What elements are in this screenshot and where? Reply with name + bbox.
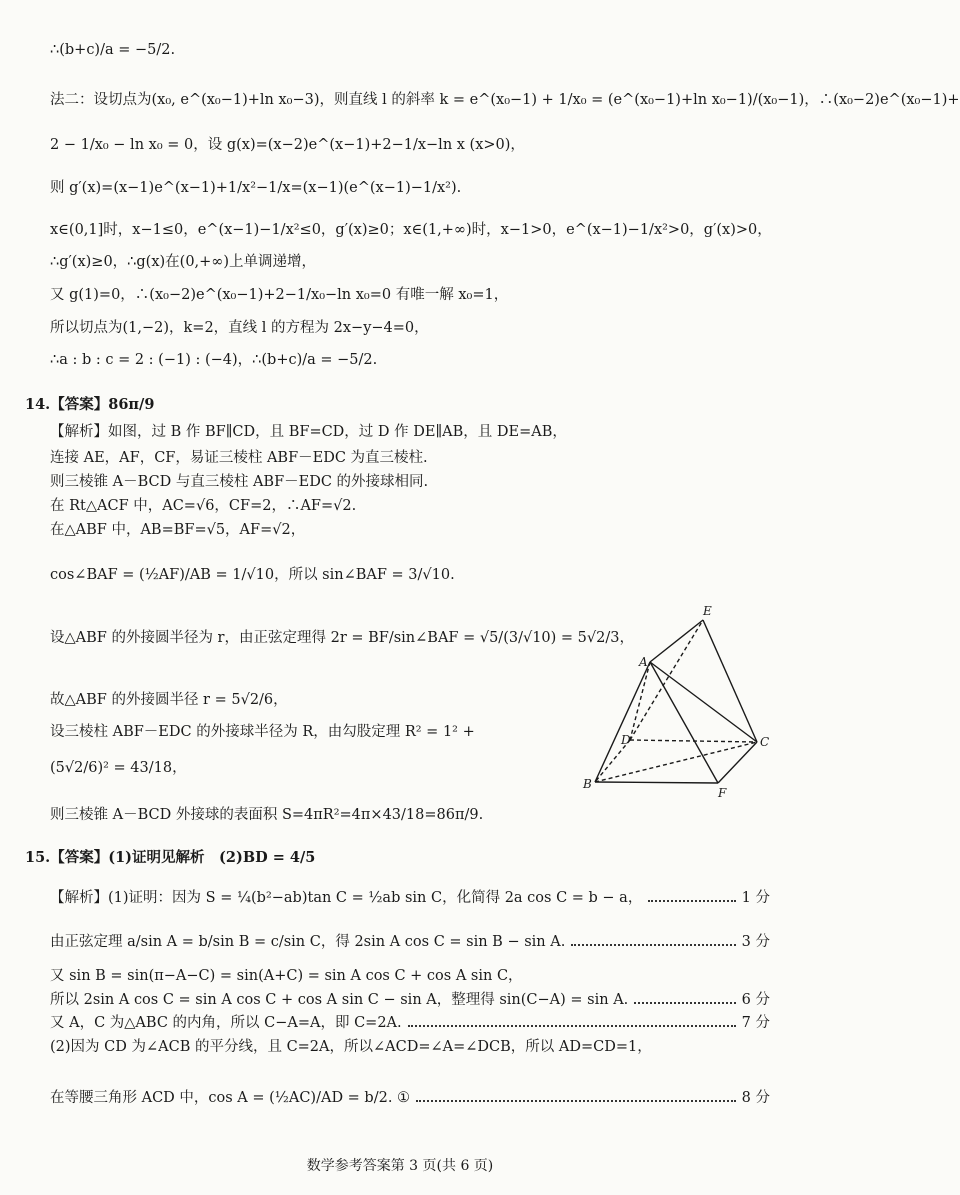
text-line: 则 g′(x)=(x−1)e^(x−1)+1/x²−1/x=(x−1)(e^(x−1)−1/x²). xyxy=(50,180,462,196)
leader-dots xyxy=(634,1001,735,1004)
edge-BF xyxy=(595,782,718,783)
text-line: 在 Rt△ACF 中，AC=√6，CF=2，∴AF=√2. xyxy=(50,498,357,514)
text-line: 设三棱柱 ABF－EDC 的外接球半径为 R，由勾股定理 R² = 1² + xyxy=(50,724,475,740)
label-F: F xyxy=(718,786,727,800)
text-line: 2 − 1/x₀ − ln x₀ = 0，设 g(x)=(x−2)e^(x−1)+2−1/x−ln x (x>0)， xyxy=(50,137,525,153)
label-A: A xyxy=(639,655,648,669)
scored-line-text: 【解析】(1)证明：因为 S = ¼(b²−ab)tan C = ½ab sin C，化简得 2a cos C = b − a， xyxy=(50,890,643,906)
edge-AC xyxy=(650,662,757,742)
label-B: B xyxy=(583,777,592,791)
scored-line xyxy=(50,932,770,952)
text-line: x∈(0,1]时，x−1≤0，e^(x−1)−1/x²≤0，g′(x)≥0；x∈(1,+∞)时，x−1>0，e^(x−1)−1/x²>0，g′(x)>0， xyxy=(50,222,772,238)
edge-DE xyxy=(630,620,703,740)
scored-line-text: 在等腰三角形 ACD 中，cos A = (½AC)/AD = b/2. ① xyxy=(50,1090,411,1106)
text-line: 法二：设切点为(x₀, e^(x₀−1)+ln x₀−3)，则直线 l 的斜率 k = e^(x₀−1) + 1/x₀ = (e^(x₀−1)+ln x₀−1)/(x₀−1)，∴(x₀−2)e^(x₀−1)+ xyxy=(50,92,960,108)
text-line: 在△ABF 中，AB=BF=√5，AF=√2， xyxy=(50,522,306,538)
label-C: C xyxy=(760,735,770,749)
leader-dots xyxy=(416,1099,736,1102)
text-line: 设△ABF 的外接圆半径为 r，由正弦定理得 2r = BF/sin∠BAF = √5/(3/√10) = 5√2/3， xyxy=(50,630,634,646)
score: 6 分 xyxy=(741,992,770,1008)
text-line: ∴(b+c)/a = −5/2. xyxy=(50,42,176,58)
text-line: ∴a : b : c = 2 : (−1) : (−4)，∴(b+c)/a = −5/2. xyxy=(50,352,378,368)
edge-FC xyxy=(718,742,757,783)
scored-line-text: 又 A，C 为△ABC 的内角，所以 C−A=A，即 C=2A. xyxy=(50,1015,402,1031)
scored-line-text: 所以 2sin A cos C = sin A cos C + cos A sin C − sin A，整理得 sin(C−A) = sin A. xyxy=(50,992,629,1008)
scored-line-text: 由正弦定理 a/sin A = b/sin B = c/sin C，得 2sin A cos C = sin B − sin A. xyxy=(50,934,566,950)
label-D: D xyxy=(621,733,631,747)
text-line: cos∠BAF = (½AF)/AB = 1/√10，所以 sin∠BAF = 3/√10. xyxy=(50,567,455,583)
edge-AE xyxy=(650,620,703,662)
score: 3 分 xyxy=(741,934,770,950)
leader-dots xyxy=(648,899,735,902)
leader-dots xyxy=(571,943,735,946)
text-line: 【解析】如图，过 B 作 BF∥CD，且 BF=CD，过 D 作 DE∥AB，且 DE=AB， xyxy=(50,424,567,440)
edge-AF xyxy=(650,662,718,783)
score: 7 分 xyxy=(741,1015,770,1031)
question-14-answer: 14.【答案】86π/9 xyxy=(25,396,155,413)
text-line: 又 sin B = sin(π−A−C) = sin(A+C) = sin A cos C + cos A sin C， xyxy=(50,968,523,984)
text-line: 所以切点为(1,−2)，k=2，直线 l 的方程为 2x−y−4=0， xyxy=(50,320,429,336)
score: 8 分 xyxy=(741,1090,770,1106)
text-line: (2)因为 CD 为∠ACB 的平分线，且 C=2A，所以∠ACD=∠A=∠DCB，所以 AD=CD=1， xyxy=(50,1039,652,1055)
text-line: 故△ABF 的外接圆半径 r = 5√2/6， xyxy=(50,692,288,708)
text-line: 则三棱锥 A－BCD 外接球的表面积 S=4πR²=4π×43/18=86π/9. xyxy=(50,807,484,823)
scored-line xyxy=(50,888,770,908)
question-15-answer: 15.【答案】(1)证明见解析 (2)BD = 4/5 xyxy=(25,849,316,866)
label-E: E xyxy=(703,604,712,618)
text-line: 又 g(1)=0，∴(x₀−2)e^(x₀−1)+2−1/x₀−ln x₀=0 有唯一解 x₀=1， xyxy=(50,287,509,303)
edge-AD xyxy=(630,662,650,740)
prism-figure xyxy=(575,600,775,805)
scored-line xyxy=(50,990,770,1010)
edge-BC xyxy=(595,742,757,782)
score: 1 分 xyxy=(741,890,770,906)
edge-EC xyxy=(703,620,757,742)
page-footer: 数学参考答案第 3 页(共 6 页) xyxy=(306,1158,494,1174)
text-line: 连接 AE，AF，CF，易证三棱柱 ABF－EDC 为直三棱柱. xyxy=(50,450,428,466)
scored-line xyxy=(50,1013,770,1033)
text-line: (5√2/6)² = 43/18， xyxy=(50,760,187,776)
edge-DC xyxy=(630,740,757,742)
leader-dots xyxy=(408,1024,736,1027)
text-line: ∴g′(x)≥0，∴g(x)在(0,+∞)上单调递增， xyxy=(50,254,317,270)
text-line: 则三棱锥 A－BCD 与直三棱柱 ABF－EDC 的外接球相同. xyxy=(50,474,429,490)
scored-line xyxy=(50,1088,770,1108)
